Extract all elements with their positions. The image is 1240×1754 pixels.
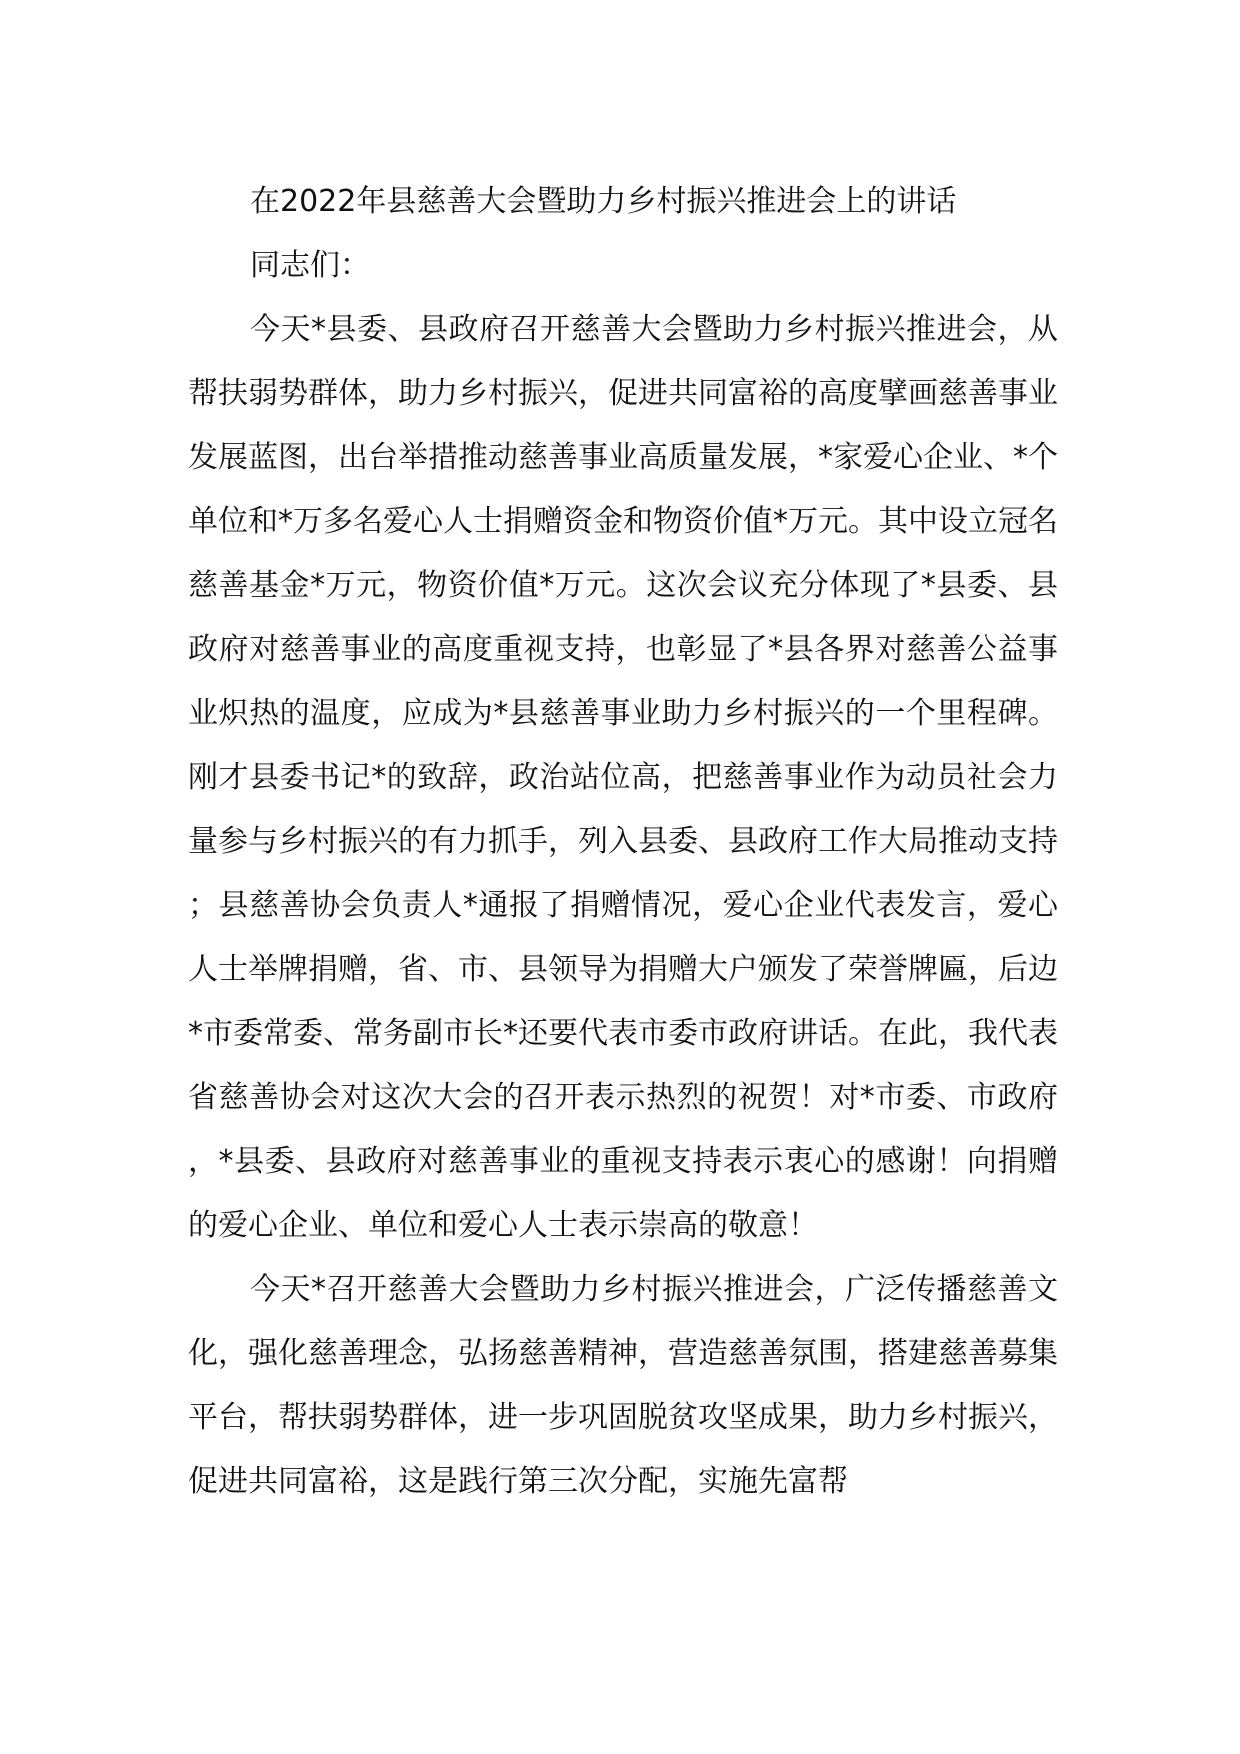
document-title: 在2022年县慈善大会暨助力乡村振兴推进会上的讲话 (250, 184, 957, 219)
paragraph-1: 今天*县委、县政府召开慈善大会暨助力乡村振兴推进会，从帮扶弱势群体，助力乡村振兴，促进共同富裕的高度擘画慈善事业发展蓝图，出台举措推动慈善事业高质量发展，*家爱心企业、*个单位和*万多名爱心人士捐赠资金和物资价值*万元。其中设立冠名慈善基金*万元，物资价值*万元。这次会议充分体现了*县委、县政府对慈善事业的高度重视支持，也彰显了*县各界对慈善公益事业炽热的温度，应成为*县慈善事业助力乡村振兴的一个里程碑。刚才县委书记*的致辞，政治站位高，把慈善事业作为动员社会力量参与乡村振兴的有力抓手，列入县委、县政府工作大局推动支持；县慈善协会负责人*通报了捐赠情况，爱心企业代表发言，爱心人士举牌捐赠，省、市、县领导为捐赠大户颁发了荣誉牌匾，后边*市委常委、常务副市长*还要代表市委市政府讲话。在此，我代表省慈善协会对这次大会的召开表示热烈的祝贺！对*市委、市政府，*县委、县政府对慈善事业的重视支持表示衷心的感谢！向捐赠的爱心企业、单位和爱心人士表示崇高的敬意！ (188, 312, 1058, 1243)
document-body (188, 170, 1058, 1514)
paragraph-2: 今天*召开慈善大会暨助力乡村振兴推进会，广泛传播慈善文化，强化慈善理念，弘扬慈善精神，营造慈善氛围，搭建慈善募集平台，帮扶弱势群体，进一步巩固脱贫攻坚成果，助力乡村振兴，促进共同富裕，这是践行第三次分配，实施先富帮 (188, 1272, 1058, 1499)
salutation: 同志们： (250, 248, 370, 283)
